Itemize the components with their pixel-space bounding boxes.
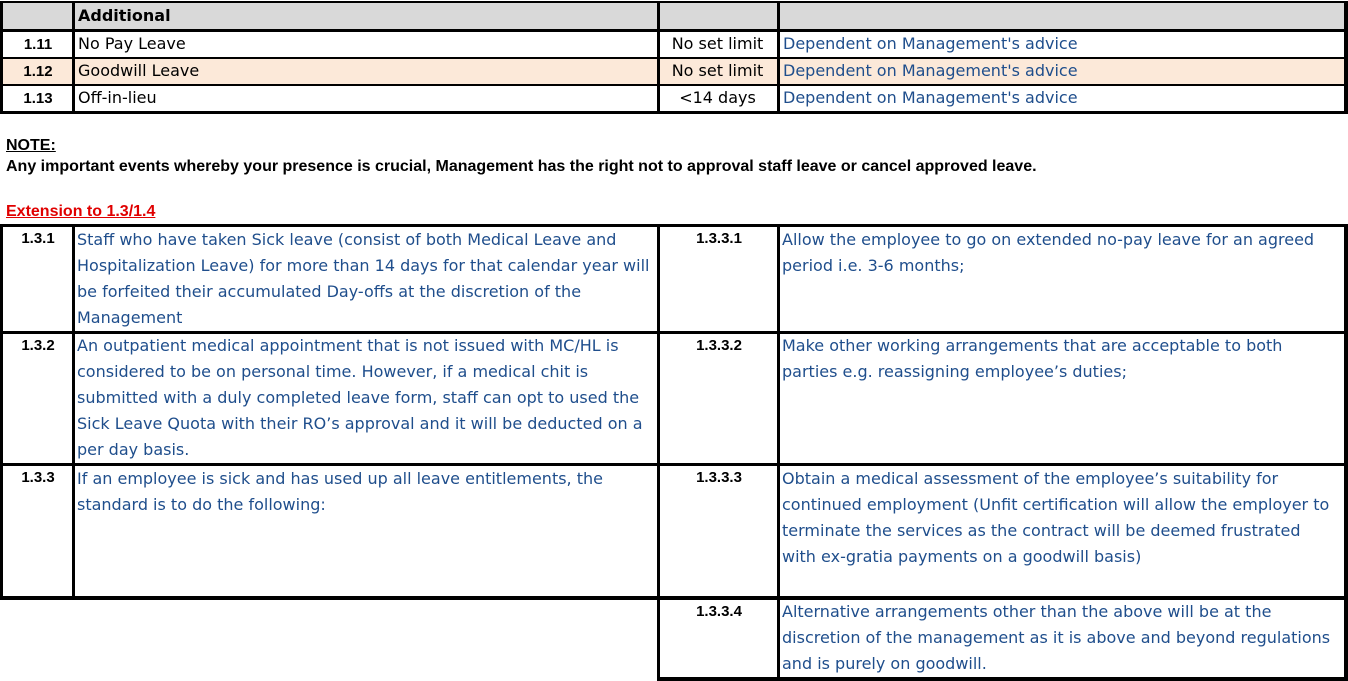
text-line: Alternative arrangements other than the above will be at the	[782, 602, 1272, 621]
header-label: Additional	[78, 6, 171, 25]
grid-line	[657, 677, 1348, 681]
leave-type: Off-in-lieu	[78, 88, 157, 107]
clause-text	[77, 333, 657, 463]
text-line: be forfeited their accumulated Day-offs at the discretion of the	[77, 282, 582, 301]
clause-text	[782, 466, 1344, 570]
text-line: If an employee is sick and has used up all leave entitlements, the	[77, 469, 603, 488]
row-number: 1.12	[23, 63, 53, 80]
row-number: 1.13	[23, 90, 53, 107]
leave-limit: <14 days	[679, 88, 756, 107]
clause-number: 1.3.3.2	[696, 337, 742, 354]
clause-text	[782, 333, 1344, 385]
clause-text	[77, 466, 657, 518]
leave-remark: Dependent on Management's advice	[783, 61, 1078, 80]
clause-number: 1.3.1	[21, 230, 55, 247]
text-line: Allow the employee to go on extended no-pay leave for an agreed	[782, 230, 1315, 249]
grid-line	[72, 224, 75, 600]
clause-number: 1.3.2	[21, 337, 55, 354]
text-line: An outpatient medical appointment that is not issued with MC/HL is	[77, 336, 619, 355]
clause-number: 1.3.3.1	[696, 230, 742, 247]
grid-line	[0, 1, 1348, 3]
text-line: considered to be on personal time. However, if a medical chit is	[77, 362, 589, 381]
clause-number: 1.3.3.4	[696, 603, 742, 620]
leave-limit: No set limit	[671, 61, 764, 80]
text-line: Staff who have taken Sick leave (consist of both Medical Leave and	[77, 230, 617, 249]
leave-limit: No set limit	[671, 34, 764, 53]
text-line: Hospitalization Leave) for more than 14 days for that calendar year will	[77, 256, 650, 275]
grid-line	[1344, 1, 1348, 114]
text-line: and is purely on goodwill.	[782, 654, 987, 673]
text-line: Make other working arrangements that are acceptable to both	[782, 336, 1283, 355]
grid-line	[0, 224, 3, 600]
clause-text	[782, 599, 1344, 677]
text-line: Sick Leave Quota with their RO’s approval and it will be deducted on a	[77, 414, 643, 433]
text-line: standard is to do the following:	[77, 495, 326, 514]
leave-remark: Dependent on Management's advice	[783, 88, 1078, 107]
note-text: Any important events whereby your presence is crucial, Management has the right not to approval staff leave or cancel approved leave.	[6, 158, 1037, 175]
text-line: Management	[77, 308, 183, 327]
header-row	[0, 2, 1348, 30]
text-line: terminate the services as the contract will be deemed frustrated	[782, 521, 1301, 540]
text-line: continued employment (Unfit certification will allow the employer to	[782, 495, 1330, 514]
grid-line	[777, 1, 780, 114]
leave-remark: Dependent on Management's advice	[783, 34, 1078, 53]
extension-heading: Extension to 1.3/1.4	[6, 203, 156, 220]
text-line: per day basis.	[77, 440, 190, 459]
row-number: 1.11	[23, 36, 53, 53]
clause-number: 1.3.3.3	[696, 469, 742, 486]
grid-line	[1344, 224, 1348, 681]
text-line: parties e.g. reassigning employee’s duties;	[782, 362, 1127, 381]
clause-number: 1.3.3	[21, 469, 55, 486]
clause-text	[77, 227, 657, 331]
grid-line	[0, 111, 1348, 114]
text-line: Obtain a medical assessment of the employee’s suitability for	[782, 469, 1279, 488]
text-line: submitted with a duly completed leave form, staff can opt to used the	[77, 388, 640, 407]
leave-type: No Pay Leave	[78, 34, 186, 53]
text-line: period i.e. 3-6 months;	[782, 256, 965, 275]
text-line: discretion of the management as it is above and beyond regulations	[782, 628, 1331, 647]
clause-text	[782, 227, 1344, 279]
text-line: with ex-gratia payments on a goodwill basis)	[782, 547, 1142, 566]
note-heading: NOTE:	[6, 137, 56, 154]
leave-type: Goodwill Leave	[78, 61, 200, 80]
